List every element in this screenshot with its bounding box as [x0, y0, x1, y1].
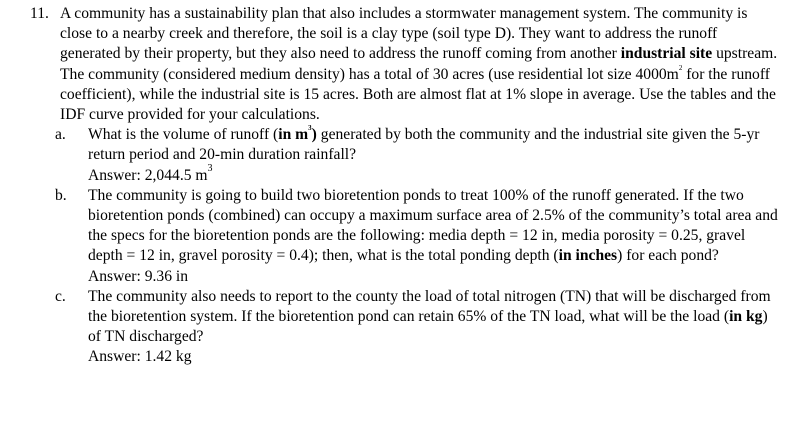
sub-question-letter: c.: [55, 287, 66, 305]
answer-b: Answer: 9.36 in: [88, 267, 189, 285]
unit-superscript: 3: [308, 124, 312, 133]
sub-question-text-2: ) for each pond?: [617, 247, 719, 265]
sub-question-text: What is the volume of runoff (: [88, 126, 279, 144]
sub-question-bold: in inches: [558, 247, 618, 265]
answer-superscript: 3: [207, 163, 213, 175]
sub-question-bold: [278, 126, 317, 143]
problem-stem: [60, 4, 778, 125]
stem-text-1: A community has a sustainability plan that also includes a stormwater management system. The community is close to a nearby creek and therefore, the soil is a clay type (soil type D). They want to address the runoff generated by their property, but they also need to address the runoff coming from another: [60, 5, 748, 63]
answer-c: Answer: 1.42 kg: [88, 348, 192, 366]
stem-superscript: 2: [678, 63, 683, 72]
sub-question-bold: in kg: [729, 308, 763, 326]
unit-text: in m: [278, 126, 309, 144]
sub-question-b: [55, 186, 778, 287]
sub-question-a: [55, 124, 778, 186]
unit-close: ): [311, 126, 317, 144]
problem-number: 11.: [30, 5, 49, 22]
sub-question-body: [88, 287, 778, 368]
problem-11: [30, 4, 778, 368]
stem-text-2: upstream. The community (considered medium density) has a total of 30 acres (use residential lot size 4000m: [60, 45, 778, 83]
answer-text: Answer: 2,044.5 m: [88, 166, 208, 184]
sub-question-text: The community is going to build two bioretention ponds to treat 100% of the runoff generated. If the two bioretention ponds (combined) can occupy a maximum surface area of 2.5% of the community’s total area and the specs for the bioretention ponds are the following: media depth = 12 in, media porosity = 0.25, gravel depth = 12 in, gravel porosity = 0.4); then, what is the total ponding depth (: [88, 186, 778, 265]
sub-question-c: [55, 287, 778, 368]
answer-a: [88, 163, 778, 186]
sub-question-letter: a.: [55, 126, 66, 144]
sub-question-body: [88, 125, 778, 186]
sub-questions: [30, 125, 778, 367]
stem-bold-industrial-site: industrial site: [620, 45, 713, 63]
sub-question-text-2: ) of TN discharged?: [88, 308, 768, 346]
sub-question-text: The community also needs to report to the county the load of total nitrogen (TN) that will be discharged from the bioretention system. If the bioretention pond can retain 65% of the TN load, what will be the load (: [88, 287, 771, 326]
stem-text-3: for the runoff coefficient), while the industrial site is 15 acres. Both are almost flat at 1% slope in average. Use the tables and the IDF curve provided for your calculations.: [60, 65, 776, 124]
sub-question-text-2: generated by both the community and the industrial site given the 5-yr return period and 20-min duration rainfall?: [88, 126, 760, 164]
sub-question-body: [88, 186, 778, 287]
sub-question-letter: b.: [55, 186, 67, 204]
